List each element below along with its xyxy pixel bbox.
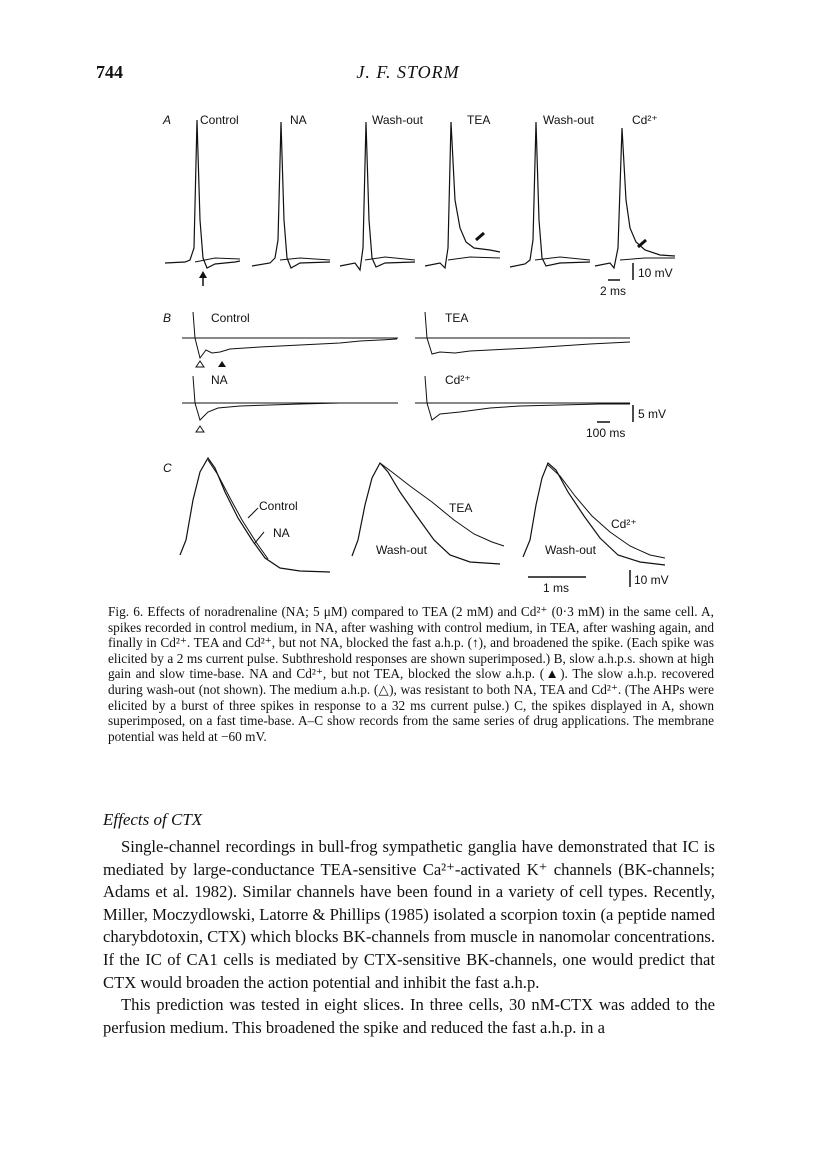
panel-c-scale-v-label: 10 mV: [634, 573, 669, 587]
spike-cd: [595, 128, 675, 268]
panel-a-scale-v-label: 10 mV: [638, 266, 673, 280]
page-number: 744: [96, 62, 123, 82]
figure-caption: [108, 604, 714, 744]
panel-a-cond-1: Control: [200, 113, 239, 127]
paragraph-2: This prediction was tested in eight slices. In three cells, 30 nM-CTX was added to the perfusion medium. This broadened the spike and reduced the fast a.h.p. in a: [103, 995, 715, 1037]
spike-control: [165, 120, 240, 268]
panel-c-label-control: Control: [259, 499, 298, 513]
spike-washout-1: [340, 122, 415, 270]
spike-washout-2: [510, 122, 590, 267]
spike-tea: [425, 122, 500, 268]
panel-b-cond-2: TEA: [445, 311, 469, 325]
spike-na: [252, 122, 330, 268]
caption-text: Fig. 6. Effects of noradrenaline (NA; 5 μM) compared to TEA (2 mM) and Cd²⁺ (0·3 mM) in the same cell. A, spikes recorded in control medium, in NA, after washing with control medium, in TEA, after washing again, and finally in Cd²⁺. TEA and Cd²⁺, but not NA, blocked the fast a.h.p. (↑), and broadened the spike. (Each spike was elicited by a 2 ms current pulse. Subthreshold responses are shown superimposed.) B, slow a.h.p.s. shown at high gain and slow time-base. NA and Cd²⁺, but not TEA, blocked the slow a.h.p. (▲). The slow a.h.p. recovered during wash-out (not shown). The medium a.h.p. (△), was resistant to both NA, TEA and Cd²⁺. (The AHPs were elicited by a burst of three spikes in response to a 32 ms current pulse.) C, the spikes displayed in A, shown superimposed, on a fast time-base. A–C show records from the same series of drug applications. The membrane potential was held at −60 mV.: [108, 604, 714, 744]
panel-b-cond-1: Control: [211, 311, 250, 325]
panel-c-label-cd: Cd²⁺: [611, 517, 637, 531]
panel-c-label-tea: TEA: [449, 501, 473, 515]
panel-a-cond-5: Wash-out: [543, 113, 594, 127]
running-head-author: J. F. STORM: [356, 62, 460, 82]
panel-b-cond-4: Cd²⁺: [445, 373, 471, 387]
panel-b-scale-v-label: 5 mV: [638, 407, 667, 421]
panel-b-scale-t-label: 100 ms: [586, 426, 626, 440]
panel-a-cond-2: NA: [290, 113, 307, 127]
figure-6: [0, 100, 816, 600]
panel-a-scale-t-label: 2 ms: [600, 284, 627, 298]
panel-b-label: B: [163, 311, 172, 325]
panel-b-cond-3: NA: [211, 373, 228, 387]
panel-a-cond-6: Cd²⁺: [632, 113, 658, 127]
section-title: Effects of CTX: [103, 810, 203, 829]
paragraph-1: Single-channel recordings in bull-frog sympathetic ganglia have demonstrated that IC is mediated by large-conductance TEA-sensitive Ca²⁺-activated K⁺ channels (BK-channels; Adams et al. 1982). Similar channels have been found in a variety of cell types. Recently, Miller, Moczydlowski, Latorre & Phillips (1985) isolated a scorpion toxin (a peptide named charybdotoxin, CTX) which blocks BK-channels from muscle in nanomolar concentrations. If the IC of CA1 cells is mediated by CTX-sensitive BK-channels, one would predict that CTX would broaden the action potential and inhibit the fast a.h.p.: [103, 837, 715, 992]
panel-c-label-na: NA: [273, 526, 290, 540]
panel-a-cond-4: TEA: [467, 113, 491, 127]
panel-a-label: A: [163, 113, 172, 127]
panel-b-traces: [182, 312, 630, 432]
body-text: [103, 836, 715, 1039]
panel-a-cond-3: Wash-out: [372, 113, 423, 127]
panel-a-traces: [165, 120, 675, 286]
panel-c-label: C: [163, 461, 172, 475]
panel-c-scale-t-label: 1 ms: [543, 581, 570, 595]
panel-c-label-washout-1: Wash-out: [376, 543, 427, 557]
panel-c-label-washout-2: Wash-out: [545, 543, 596, 557]
